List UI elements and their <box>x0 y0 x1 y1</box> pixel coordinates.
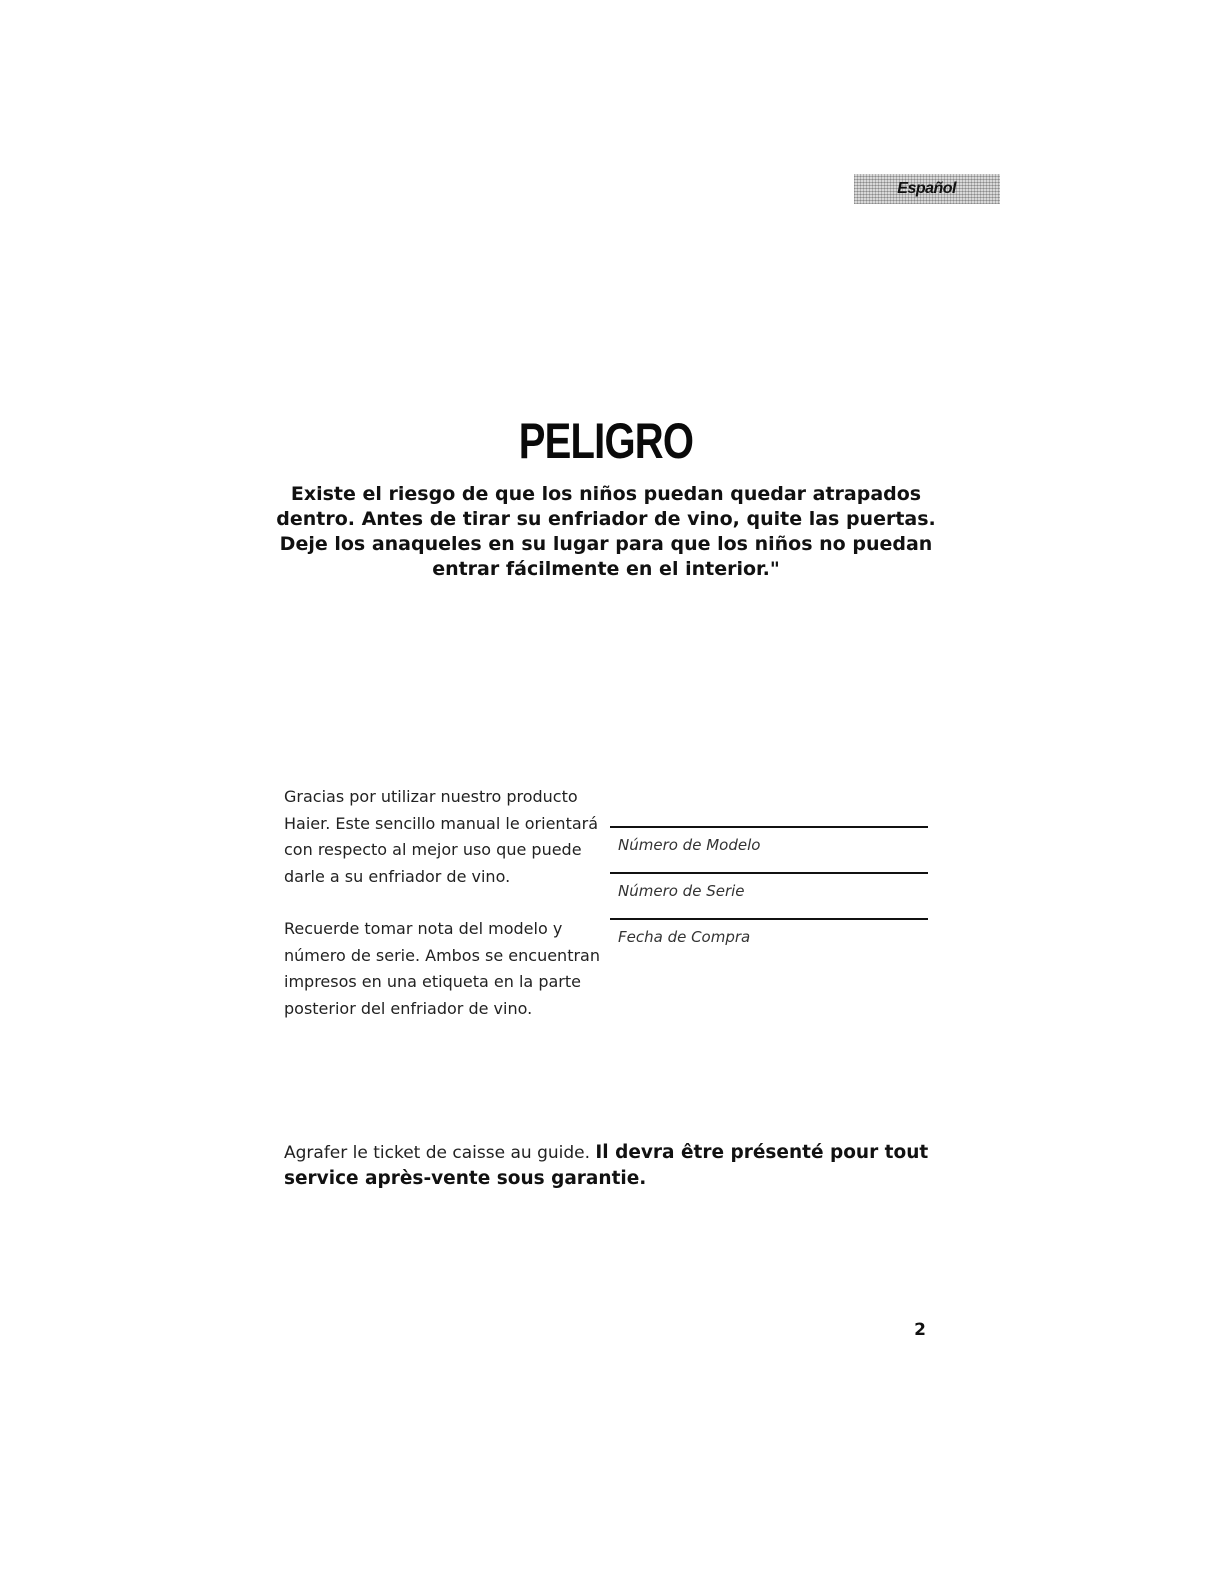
intro-section <box>284 784 604 1022</box>
model-number-line <box>610 826 928 872</box>
page-title: PELIGRO <box>518 413 694 469</box>
serial-number-line <box>610 872 928 918</box>
page-number: 2 <box>914 1320 926 1340</box>
receipt-note-regular: Agrafer le ticket de caisse au guide. <box>284 1143 596 1163</box>
model-number-label: Número de Modelo <box>618 836 761 854</box>
language-tab: Español <box>854 174 1000 204</box>
intro-paragraph-record: Recuerde tomar nota del modelo y número de serie. Ambos se encuentran impresos en una etiqueta en la parte posterior del enfriador de vino. <box>284 919 600 1018</box>
receipt-note-bold: Il devra être présenté pour tout service après-vente sous garantie. <box>284 1142 929 1189</box>
danger-warning: Existe el riesgo de que los niños puedan quedar atrapados dentro. Antes de tirar su enfriador de vino, quite las puertas. Deje los anaqueles en su lugar para que los niños no puedan entrar fácilmente en el interior." <box>276 483 936 580</box>
intro-paragraph-thanks: Gracias por utilizar nuestro producto Haier. Este sencillo manual le orientará con respecto al mejor uso que puede darle a su enfriador de vino. <box>284 787 599 886</box>
purchase-date-line <box>610 918 928 964</box>
serial-number-label: Número de Serie <box>618 882 745 900</box>
receipt-note <box>284 1140 944 1192</box>
record-fields <box>610 826 928 964</box>
purchase-date-label: Fecha de Compra <box>618 928 751 946</box>
